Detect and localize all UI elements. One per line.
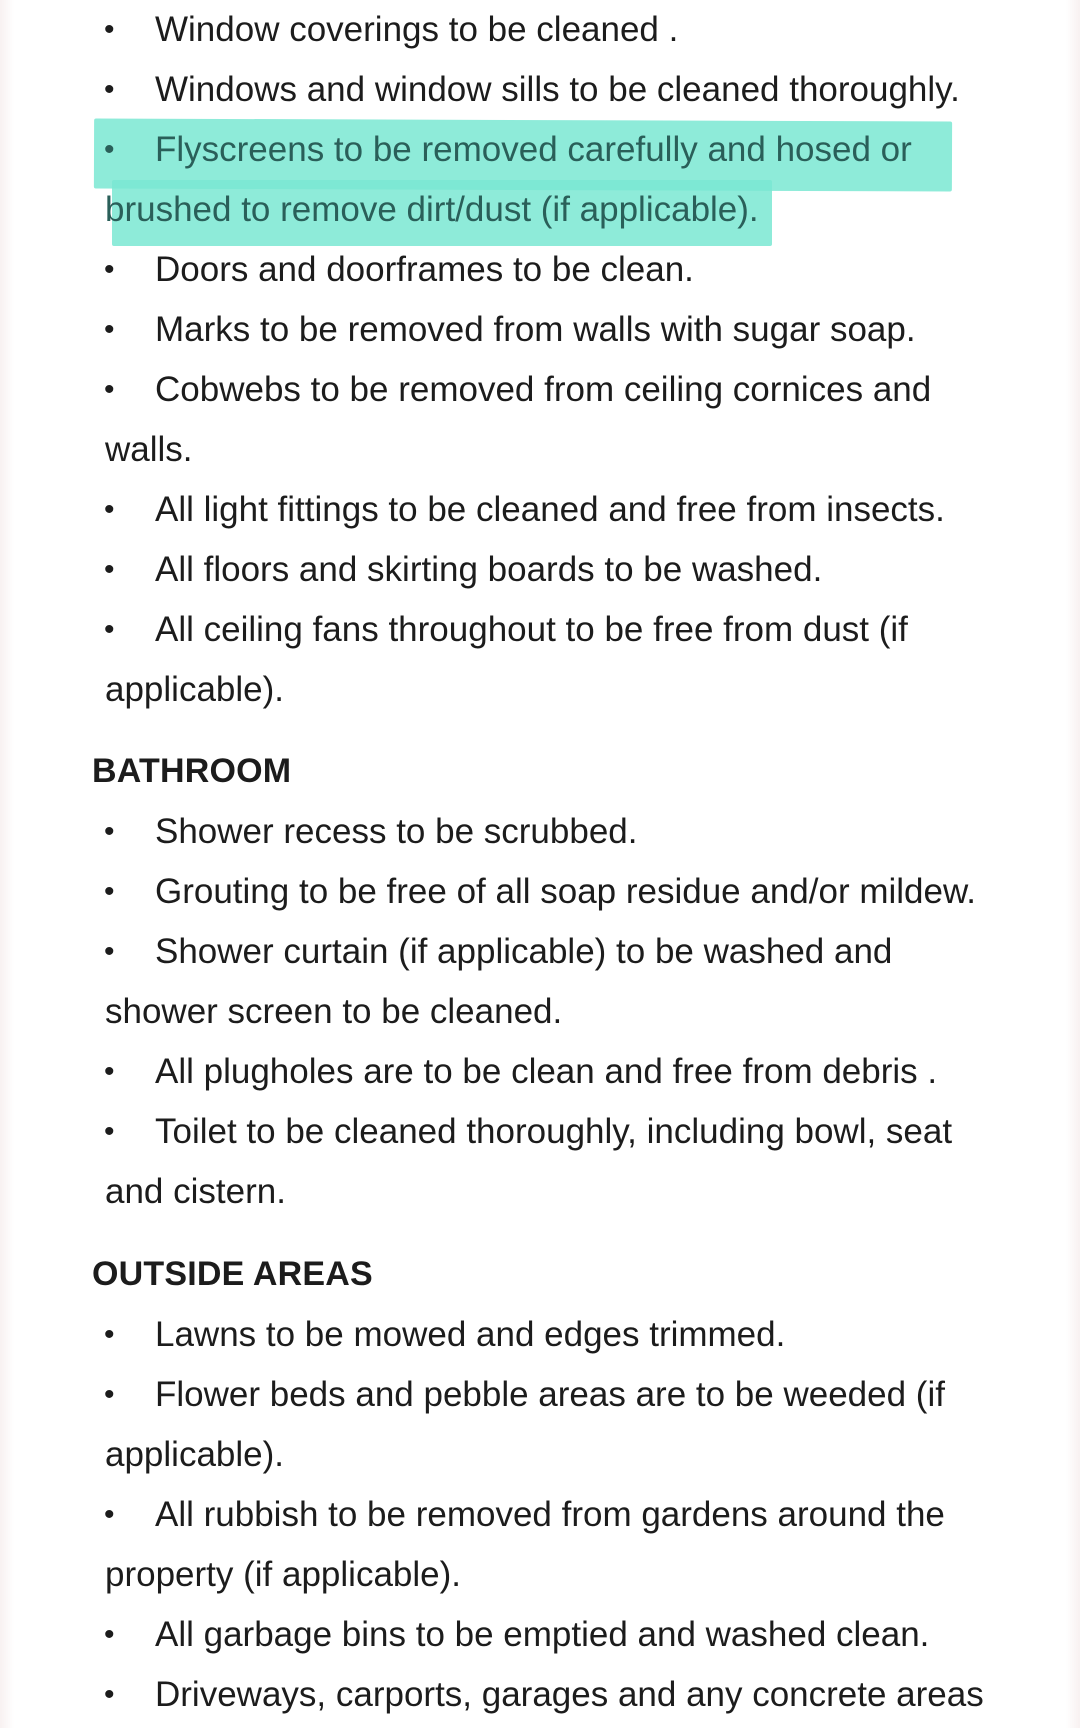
bullet: •: [104, 73, 115, 106]
bullet: •: [104, 553, 115, 586]
bullet: •: [104, 613, 115, 646]
bullet: •: [104, 313, 115, 346]
bullet: •: [104, 253, 115, 286]
bullet: •: [104, 1055, 115, 1088]
bullet: •: [104, 1115, 115, 1148]
bullet: •: [104, 1378, 115, 1411]
bullet: •: [104, 1498, 115, 1531]
bullet: •: [104, 1618, 115, 1651]
section-heading-bathroom: BATHROOM: [92, 752, 292, 790]
bullet: •: [104, 815, 115, 848]
bullet: •: [104, 13, 115, 46]
page-edge-right: [1066, 0, 1080, 1728]
page-edge-left: [0, 0, 14, 1728]
bullet: •: [104, 875, 115, 908]
bullet: •: [104, 1678, 115, 1711]
document-page: • Window coverings to be cleaned . • Windows and window sills to be cleaned thoroughly. • Flyscreens to be removed carefully and hosed or brushed to remove dirt/dust (if applicable). • Doors and doorframes to be clean. • Marks to be removed from walls with sugar soap. • Cobwebs to be removed from ceiling cornices and walls. • All light fittings to be cleaned and free from insects. • All floors and skirting boards to be washed. • All ceiling fans throughout to be free from dust (if applicable). BATHROOM • Shower recess to be scrubbed. • Grouting to be free of all soap residue and/or mildew. • Shower curtain (if applicable) to be washed and shower screen to be cleaned. • All plugholes are to be clean and free from debris . • Toilet to be cleaned thoroughly, including bowl, seat and cistern. OUTSIDE AREAS • Lawns to be mowed and edges trimmed. • Flower beds and pebble areas are to be weeded (if applicable). • All rubbish to be removed from gardens around the property (if applicable). • All garbage bins to be emptied and washed clean. • Driveways, carports, garages and any concrete areas: [0, 0, 1080, 1728]
section-heading-outside-areas: OUTSIDE AREAS: [92, 1255, 373, 1293]
bullet: •: [104, 373, 115, 406]
bullet: •: [104, 935, 115, 968]
bullet: •: [104, 133, 115, 166]
bullet: •: [104, 493, 115, 526]
bullet: •: [104, 1318, 115, 1351]
